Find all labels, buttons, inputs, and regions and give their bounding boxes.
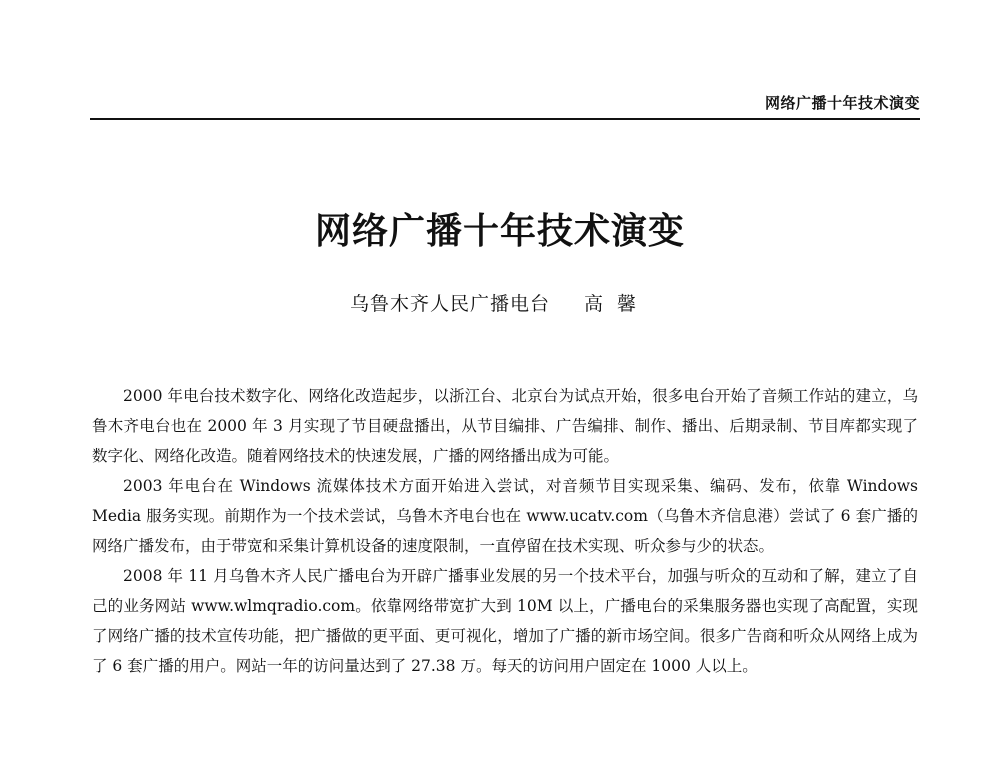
article-body (92, 381, 918, 681)
author-affiliation: 乌鲁木齐人民广播电台 (349, 293, 550, 315)
body-paragraph: 2000 年电台技术数字化、网络化改造起步，以浙江台、北京台为试点开始，很多电台开始了音频工作站的建立，乌鲁木齐电台也在 2000 年 3 月实现了节目硬盘播出，从节目编排、广告编排、制作、播出、后期录制、节目库都实现了数字化、网络化改造。随着网络技术的快速发展，广播的网络播出成为可能。 (92, 387, 918, 465)
body-paragraph: 2008 年 11 月乌鲁木齐人民广播电台为开辟广播事业发展的另一个技术平台，加强与听众的互动和了解，建立了自己的业务网站 www.wlmqradio.com。依靠网络带宽扩大到 10M 以上，广播电台的采集服务器也实现了高配置，实现了网络广播的技术宣传功能，把广播做的更平面、更可视化，增加了广播的新市场空间。很多广告商和听众从网络上成为了 6 套广播的用户。网站一年的访问量达到了 27.38 万。每天的访问用户固定在 1000 人以上。 (92, 567, 918, 675)
byline (0, 289, 1000, 316)
running-header-title: 网络广播十年技术演变 (764, 94, 920, 112)
header-rule (90, 118, 920, 120)
article-title: 网络广播十年技术演变 (314, 211, 685, 252)
author-name: 高馨 (584, 293, 651, 315)
body-paragraph: 2003 年电台在 Windows 流媒体技术方面开始进入尝试，对音频节目实现采集、编码、发布，依靠 Windows Media 服务实现。前期作为一个技术尝试，乌鲁木齐电台也在 www.ucatv.com（乌鲁木齐信息港）尝试了 6 套广播的网络广播发布，由于带宽和采集计算机设备的速度限制，一直停留在技术实现、听众参与少的状态。 (92, 477, 918, 555)
